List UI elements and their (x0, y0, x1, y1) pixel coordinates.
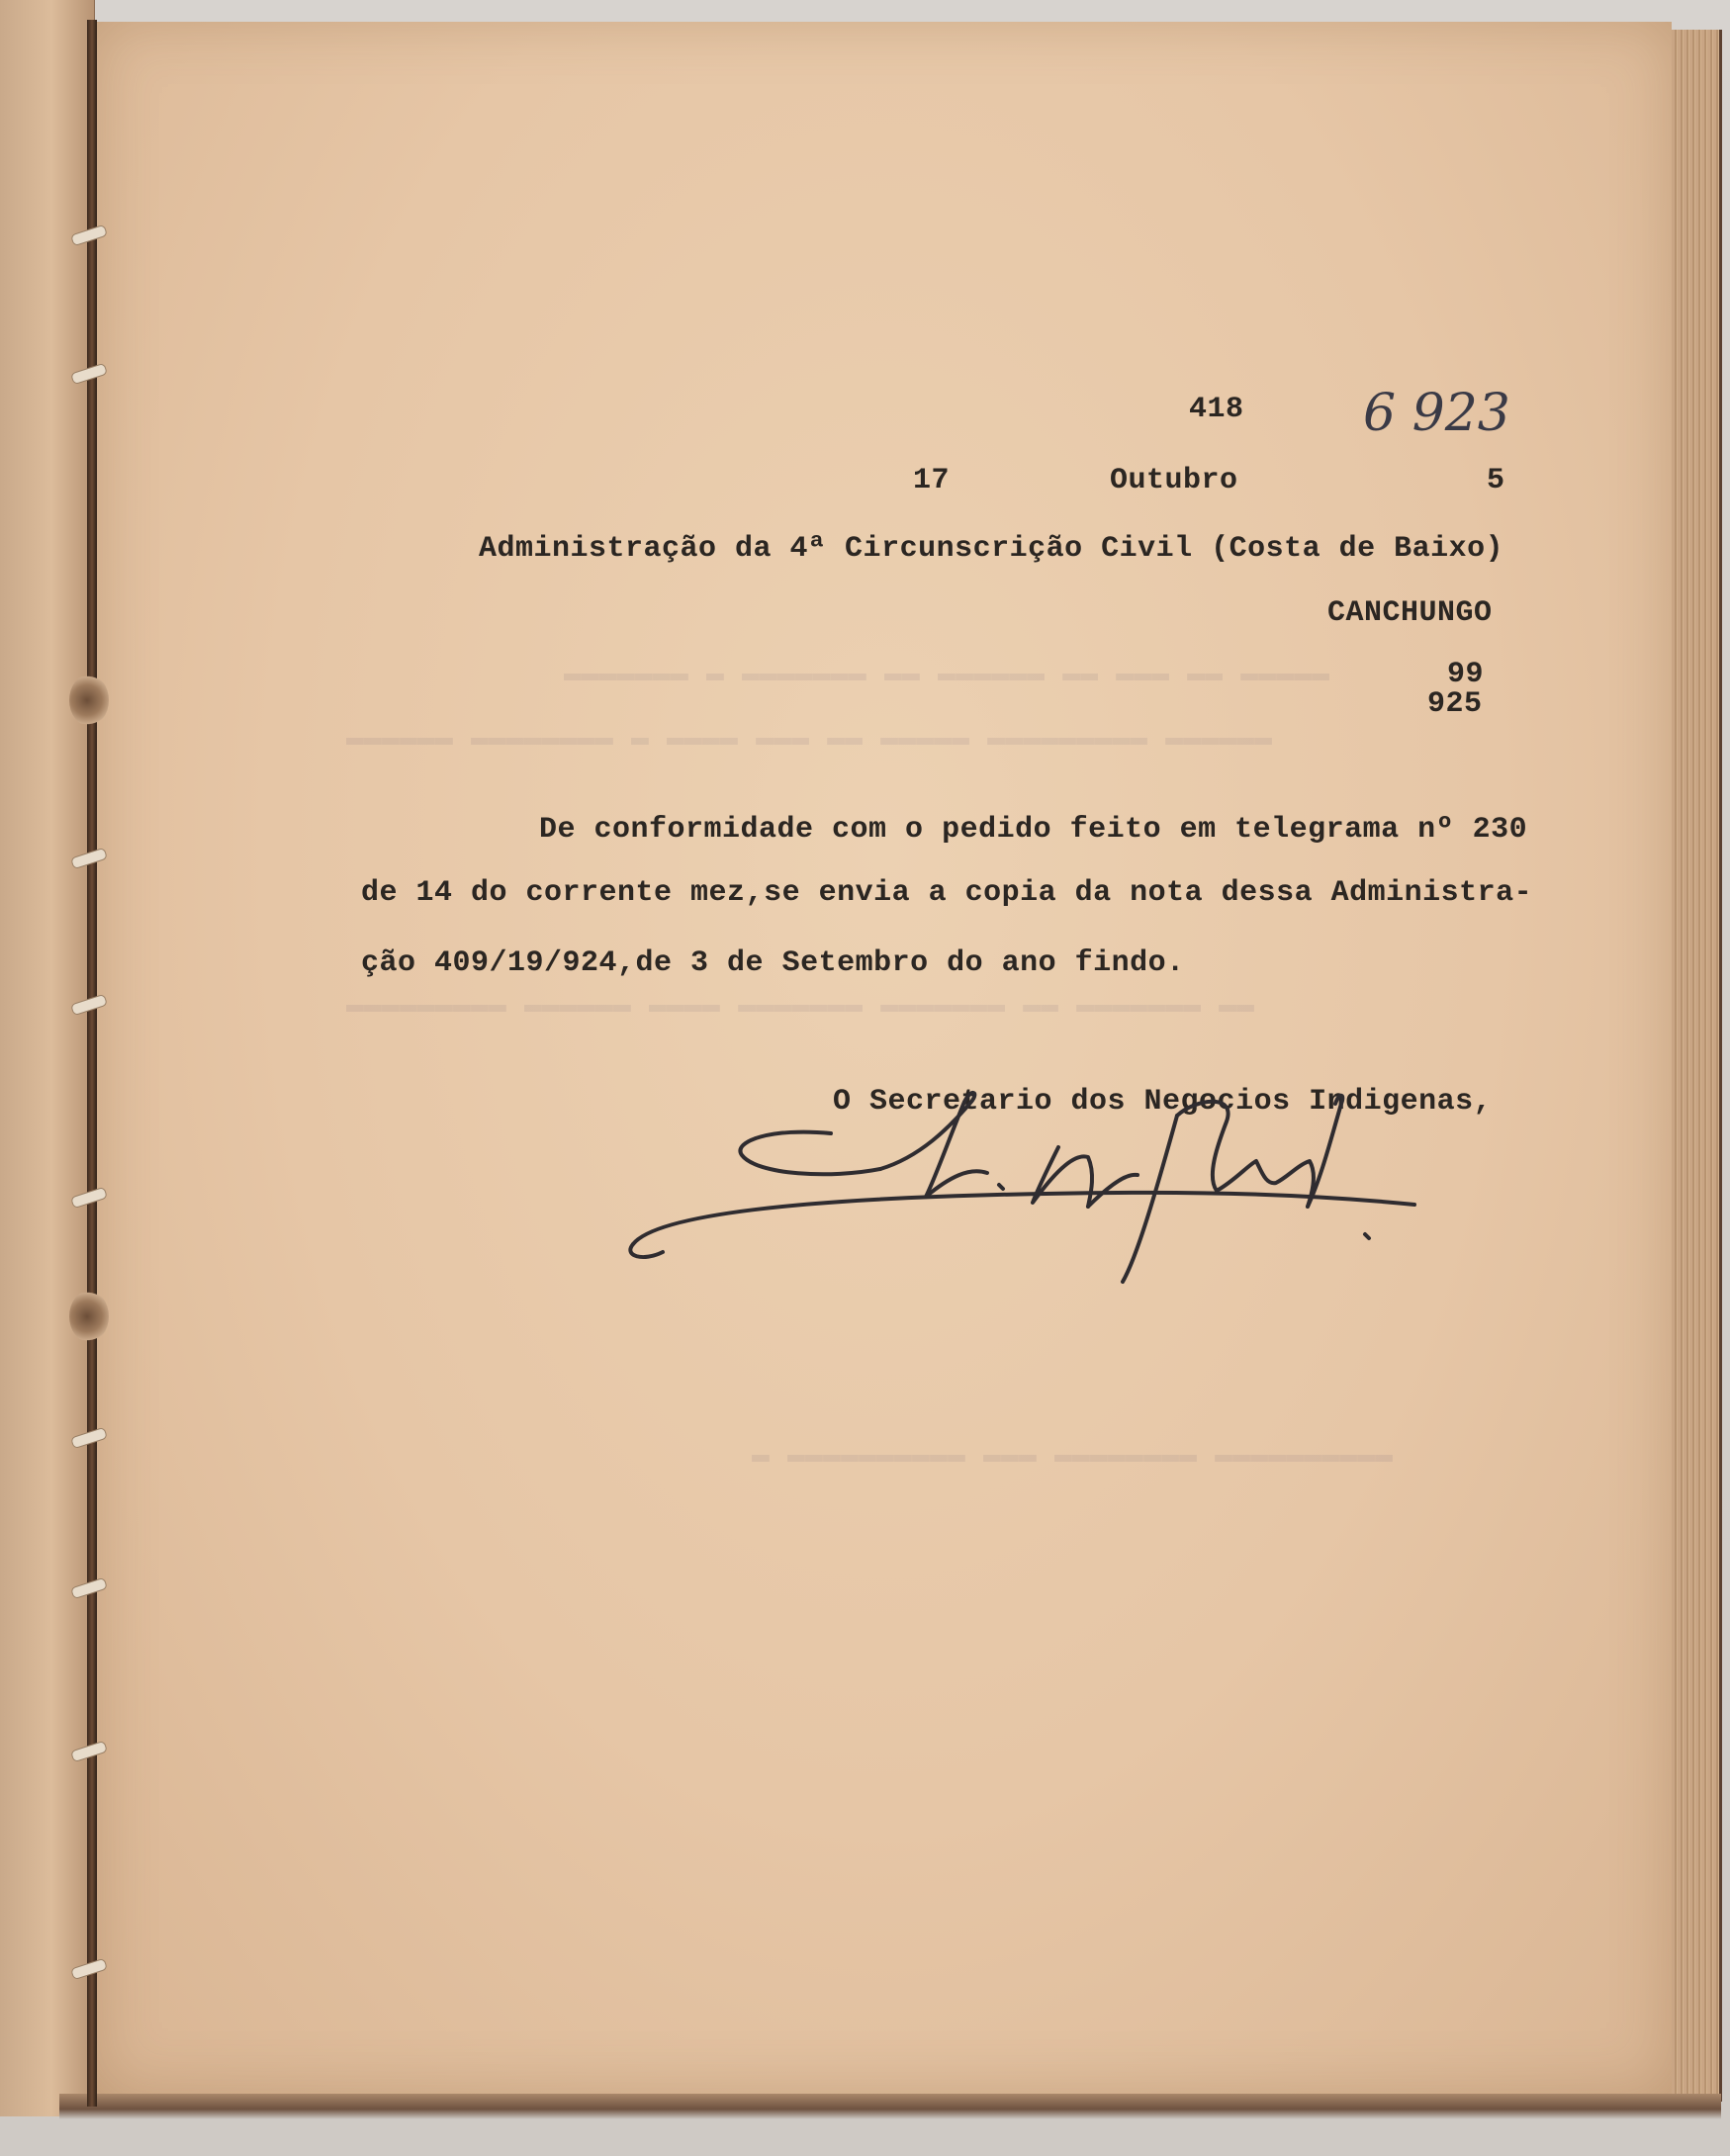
show-through-line: ▬▬▬▬▬▬▬▬▬ ▬▬▬▬▬▬ ▬▬▬▬ ▬▬▬▬▬▬▬ ▬▬▬▬▬▬▬ ▬▬ ▬▬▬▬▬▬▬ ▬▬ (346, 989, 1255, 1023)
date-day: 17 (913, 464, 951, 497)
handwritten-reference: 6 923 (1363, 384, 1510, 443)
addressee-line: Administração da 4ª Circunscrição Civil (Costa de Baixo) (479, 532, 1504, 566)
binding-hole (69, 674, 109, 726)
date-item: 5 (1487, 464, 1505, 497)
binding-spine (87, 20, 97, 2107)
binding-hole (69, 1291, 109, 1342)
book-bottom-edge (59, 2094, 1721, 2119)
page-stack-edges (1672, 30, 1722, 2102)
addressee-place: CANCHUNGO (1327, 596, 1493, 630)
body-line-1: De conformidade com o pedido feito em telegrama nº 230 (539, 813, 1528, 847)
document-number: 418 (1189, 393, 1244, 426)
show-through-line: ▬▬▬▬▬▬▬ ▬ ▬▬▬▬▬▬▬ ▬▬ ▬▬▬▬▬▬ ▬▬ ▬▬▬ ▬▬ ▬▬▬▬▬ (564, 658, 1330, 691)
reference-bottom: 925 (1427, 687, 1483, 721)
reference-top: 99 (1447, 658, 1485, 691)
show-through-line: ▬ ▬▬▬▬▬▬▬▬▬▬ ▬▬▬ ▬▬▬▬▬▬▬▬ ▬▬▬▬▬▬▬▬▬▬ (752, 1439, 1394, 1473)
date-month: Outubro (1110, 464, 1238, 497)
body-line-2: de 14 do corrente mez,se envia a copia da nota dessa Administra- (361, 876, 1533, 910)
signatory-title: O Secretario dos Negocios Indigenas, (833, 1085, 1493, 1119)
handwritten-signature (623, 1058, 1434, 1296)
show-through-line: ▬▬▬▬▬▬ ▬▬▬▬▬▬▬▬ ▬ ▬▬▬▬ ▬▬▬ ▬▬ ▬▬▬▬▬ ▬▬▬▬▬▬▬▬▬ ▬▬▬▬▬▬ (346, 722, 1273, 756)
facing-page-edge (0, 0, 95, 2116)
body-line-3: ção 409/19/924,de 3 de Setembro do ano findo. (361, 946, 1185, 980)
